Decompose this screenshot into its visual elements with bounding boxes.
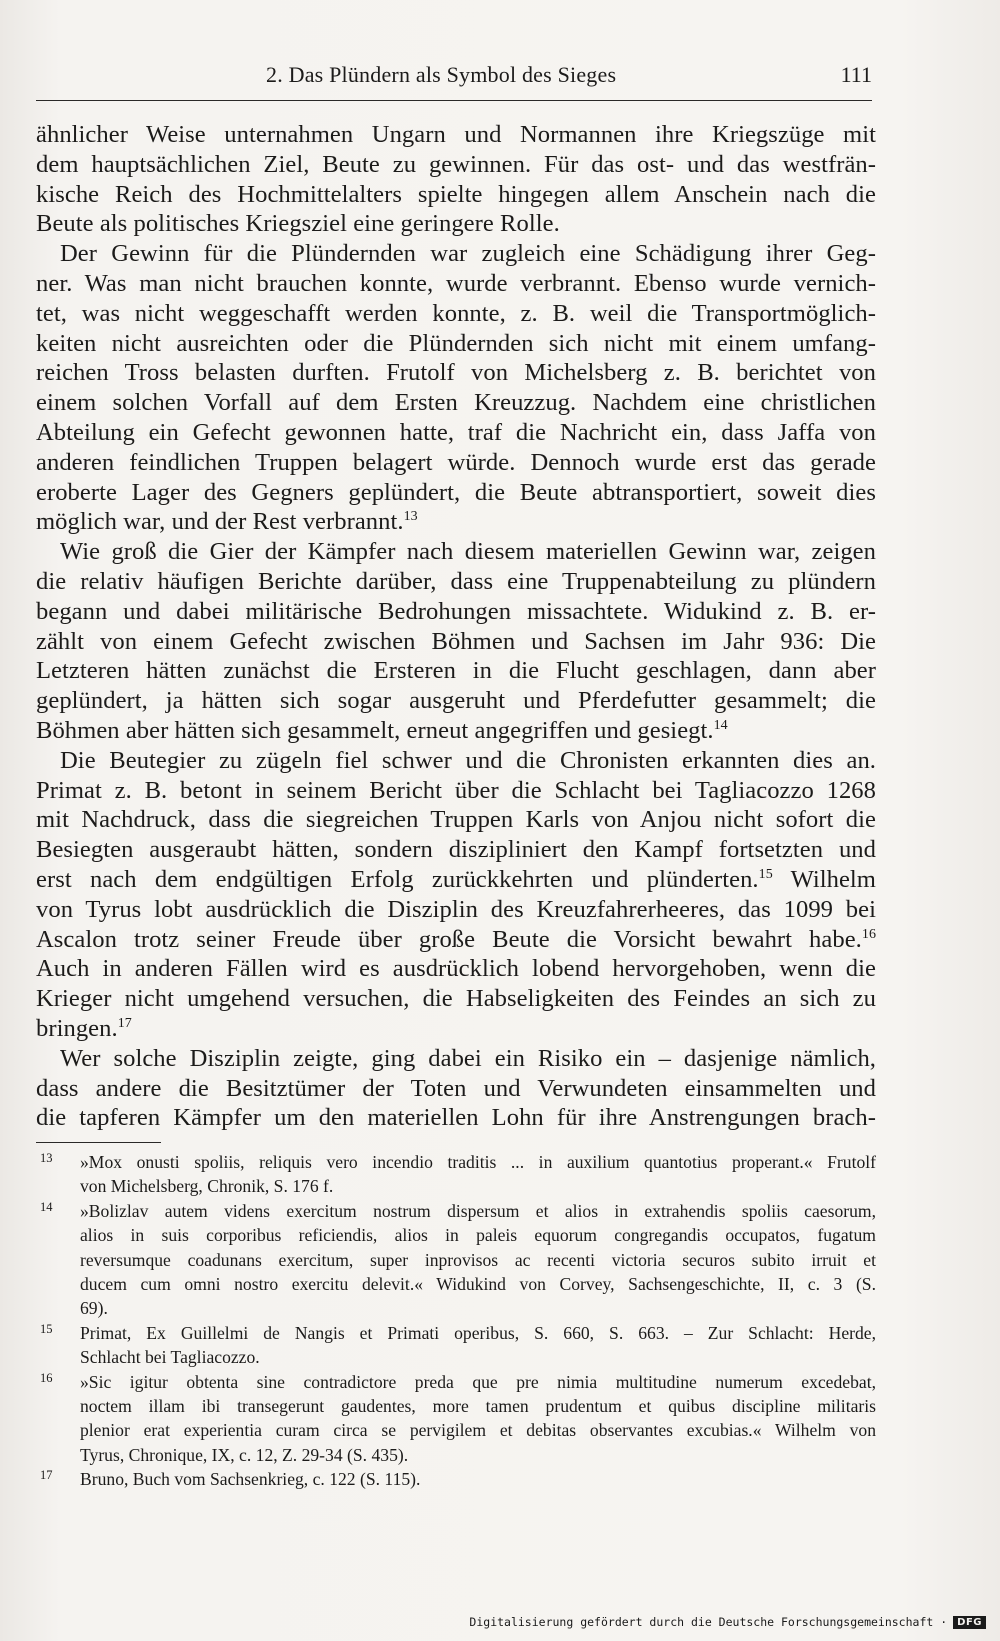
footnote-15 bbox=[36, 1321, 876, 1370]
text-line: ner. Was man nicht brauchen konnte, wurde verbrannt. Ebenso wurde vernich- bbox=[36, 269, 876, 297]
text-line: ähnlicher Weise unternahmen Ungarn und Normannen ihre Kriegszüge mit bbox=[36, 121, 876, 148]
credit-text: Digitalisierung gefördert durch die Deutsche Forschungsgemeinschaft · bbox=[469, 1615, 948, 1629]
footnote-ref-16[interactable]: 16 bbox=[861, 926, 876, 942]
footnote-line: »Mox onusti spoliis, reliquis vero incendio traditis ... in auxilium quantotius properant.« Frutolf bbox=[80, 1152, 876, 1172]
dfg-logo-icon: DFG bbox=[953, 1616, 986, 1629]
text-line: Abteilung ein Gefecht gewonnen hatte, traf die Nachricht ein, dass Jaffa von bbox=[36, 418, 876, 446]
text-line: die relativ häufigen Berichte darüber, dass eine Truppenabteilung zu plündern bbox=[36, 567, 876, 595]
text-line: anderen feindlichen Truppen belagert würde. Dennoch wurde erst das gerade bbox=[36, 448, 876, 476]
footnote-line: reversumque coadunans exercitum, super inprovisos ac recenti victoria securos subito irruit et bbox=[80, 1249, 876, 1270]
text-line: eroberte Lager des Gegners geplündert, die Beute abtransportiert, soweit dies bbox=[36, 478, 876, 506]
text-fragment: bringen. bbox=[36, 1014, 118, 1042]
footnote-line: »Sic igitur obtenta sine contradictore preda que pre nimia multitudine numerum excedebat, bbox=[80, 1371, 876, 1392]
text-fragment: Wilhelm bbox=[772, 865, 876, 893]
footnote-17 bbox=[36, 1467, 876, 1491]
footnote-line: noctem illam ibi transegerunt gaudentes, more tamen prudentum et quibus discipline militaris bbox=[80, 1395, 876, 1416]
text-line: Wie groß die Gier der Kämpfer nach diesem materiellen Gewinn war, zeigen bbox=[60, 538, 876, 566]
paragraph bbox=[36, 746, 876, 1044]
text-line: reichen Tross belasten durften. Frutolf von Michelsberg z. B. berichtet von bbox=[36, 359, 876, 387]
footnotes bbox=[36, 1150, 876, 1491]
footnote-16 bbox=[36, 1370, 876, 1468]
footnote-divider bbox=[36, 1142, 161, 1143]
main-text bbox=[36, 120, 876, 1133]
paragraph bbox=[36, 537, 876, 746]
text-line: dass andere die Besitztümer der Toten und Verwundeten einsammelten und bbox=[36, 1074, 876, 1102]
footnote-number: 17 bbox=[40, 1468, 53, 1483]
text-line: Wer solche Disziplin zeigte, ging dabei ein Risiko ein – dasjenige nämlich, bbox=[60, 1044, 876, 1072]
paragraph bbox=[36, 120, 876, 239]
text-line bbox=[36, 716, 876, 746]
footnote-ref-15[interactable]: 15 bbox=[758, 866, 773, 882]
text-line: Die Beutegier zu zügeln fiel schwer und die Chronisten erkannten dies an. bbox=[60, 746, 876, 774]
footnote-line: Tyrus, Chronique, IX, c. 12, Z. 29-34 (S. 435). bbox=[80, 1444, 409, 1465]
footnote-14 bbox=[36, 1199, 876, 1321]
text-line: dem hauptsächlichen Ziel, Beute zu gewinnen. Für das ost- und das westfrän- bbox=[36, 150, 876, 178]
text-line bbox=[36, 925, 876, 955]
text-line: geplündert, ja hätten sich sogar ausgeruht und Pferdefutter gesammelt; die bbox=[36, 687, 876, 715]
footnote-line: von Michelsberg, Chronik, S. 176 f. bbox=[80, 1176, 334, 1197]
footnote-line: »Bolizlav autem videns exercitum nostrum dispersum et alios in extrahendis spoliis caesorum, bbox=[80, 1200, 876, 1221]
text-line: begann und dabei militärische Bedrohungen missachtete. Widukind z. B. er- bbox=[36, 597, 876, 625]
footnote-line: Schlacht bei Tagliacozzo. bbox=[80, 1347, 260, 1368]
text-line: einem solchen Vorfall auf dem Ersten Kreuzzug. Nachdem eine christlichen bbox=[36, 389, 876, 417]
footnote-line: Bruno, Buch vom Sachsenkrieg, c. 122 (S. 115). bbox=[80, 1469, 421, 1490]
footnote-line: plenior erat experientia curam circa se pervigilem et debitas observantes excubias.« Wilhelm von bbox=[80, 1420, 876, 1441]
text-line: tet, was nicht weggeschafft werden konnte, z. B. weil die Transportmöglich- bbox=[36, 299, 876, 327]
footnote-line: ducem cum omni nostro exercitu delevit.« Widukind von Corvey, Sachsengeschichte, II, c. 3 (S. bbox=[80, 1273, 876, 1294]
text-line: zählt von einem Gefecht zwischen Böhmen und Sachsen im Jahr 936: Die bbox=[36, 627, 876, 655]
text-line bbox=[36, 865, 876, 895]
text-line: keiten nicht ausreichten oder die Plündernden sich nicht mit einem umfang- bbox=[36, 329, 876, 357]
footnote-ref-17[interactable]: 17 bbox=[117, 1015, 132, 1031]
text-fragment: Böhmen aber hätten sich gesammelt, erneut angegriffen und gesiegt. bbox=[36, 716, 714, 744]
text-line: Besiegten ausgeraubt hätten, sondern diszipliniert den Kampf fortsetzten und bbox=[36, 836, 876, 864]
footnote-line: 69). bbox=[80, 1298, 108, 1319]
footnote-ref-14[interactable]: 14 bbox=[713, 717, 728, 733]
paragraph bbox=[36, 1044, 876, 1133]
digitization-credit bbox=[469, 1611, 986, 1633]
footnote-13 bbox=[36, 1150, 876, 1199]
text-line: Auch in anderen Fällen wird es ausdrücklich lobend hervorgehoben, wenn die bbox=[36, 955, 876, 983]
text-line bbox=[36, 1014, 876, 1044]
footnote-line: alios in suis corporibus reficiendis, alios in paleis equorum congregandis occupatos, fugatum bbox=[80, 1225, 876, 1246]
text-line: mit Nachdruck, dass die siegreichen Truppen Karls von Anjou nicht sofort die bbox=[36, 806, 876, 834]
text-line: von Tyrus lobt ausdrücklich die Disziplin des Kreuzfahrerheeres, das 1099 bei bbox=[36, 895, 876, 923]
footnote-number: 14 bbox=[40, 1199, 53, 1214]
footnote-number: 13 bbox=[40, 1151, 53, 1165]
text-line bbox=[36, 507, 876, 537]
text-line: Beute als politisches Kriegsziel eine geringere Rolle. bbox=[36, 210, 560, 238]
footnote-number: 16 bbox=[40, 1370, 53, 1385]
text-fragment: Ascalon trotz seiner Freude über große Beute die Vorsicht bewahrt habe. bbox=[36, 925, 862, 953]
text-line: kische Reich des Hochmittelalters spielte hingegen allem Anschein nach die bbox=[36, 180, 876, 208]
footnote-ref-13[interactable]: 13 bbox=[403, 509, 418, 525]
text-line: die tapferen Kämpfer um den materiellen Lohn für ihre Anstrengungen brach- bbox=[36, 1104, 876, 1132]
text-fragment: erst nach dem endgültigen Erfolg zurückkehrten und plünderten. bbox=[36, 865, 759, 893]
footnote-line: Primat, Ex Guillelmi de Nangis et Primati operibus, S. 660, S. 663. – Zur Schlacht: Herde, bbox=[80, 1322, 876, 1343]
running-header bbox=[36, 60, 872, 101]
text-line: Krieger nicht umgehend versuchen, die Habseligkeiten des Feindes an sich zu bbox=[36, 985, 876, 1013]
footnote-number: 15 bbox=[40, 1321, 53, 1336]
chapter-title: 2. Das Plündern als Symbol des Sieges bbox=[266, 62, 617, 87]
text-fragment: möglich war, und der Rest verbrannt. bbox=[36, 508, 404, 536]
page-number: 111 bbox=[840, 62, 872, 87]
paragraph bbox=[36, 239, 876, 537]
text-line: Primat z. B. betont in seinem Bericht über die Schlacht bei Tagliacozzo 1268 bbox=[36, 776, 876, 804]
text-line: Der Gewinn für die Plündernden war zugleich eine Schädigung ihrer Geg- bbox=[60, 240, 876, 268]
text-line: Letzteren hätten zunächst die Ersteren in die Flucht geschlagen, dann aber bbox=[36, 657, 876, 685]
